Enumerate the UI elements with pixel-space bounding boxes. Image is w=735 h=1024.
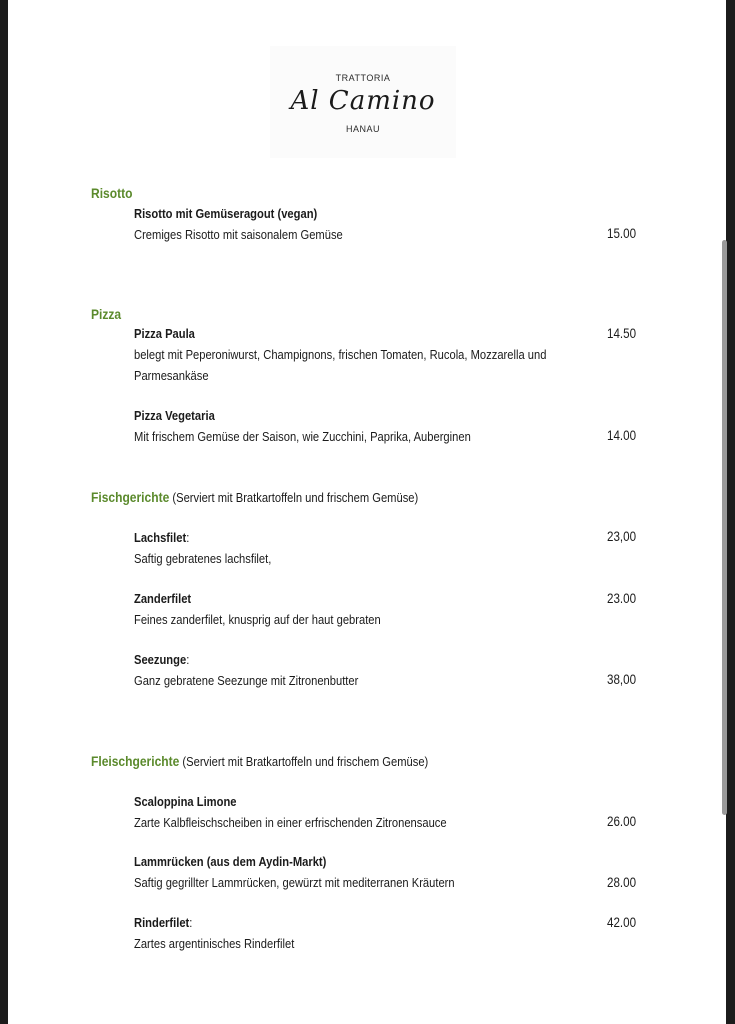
item-name: Pizza Paula bbox=[134, 326, 195, 341]
logo-bottom-line: HANAU bbox=[345, 124, 380, 134]
item-name: Zanderfilet bbox=[134, 591, 192, 606]
section-title-fisch: Fischgerichte bbox=[91, 489, 170, 505]
item-description-continued: Parmesankäse bbox=[134, 368, 209, 383]
section-title-risotto: Risotto bbox=[91, 185, 133, 201]
item-name: Rinderfilet bbox=[134, 915, 190, 930]
item-description: Zartes argentinisches Rinderfilet bbox=[134, 936, 295, 951]
item-name-suffix: : bbox=[186, 530, 190, 545]
item-price: 26.00 bbox=[607, 814, 637, 829]
item-name: Pizza Vegetaria bbox=[134, 408, 215, 423]
item-description: Ganz gebratene Seezunge mit Zitronenbutter bbox=[134, 673, 359, 688]
item-name: Risotto mit Gemüseragout (vegan) bbox=[134, 206, 318, 221]
item-name: Seezunge bbox=[134, 652, 187, 667]
item-price: 14.00 bbox=[607, 428, 637, 443]
item-name-suffix: : bbox=[186, 652, 190, 667]
item-description: Mit frischem Gemüse der Saison, wie Zucchini, Paprika, Auberginen bbox=[134, 429, 471, 444]
item-name-row bbox=[134, 530, 189, 545]
item-name-suffix: : bbox=[189, 915, 193, 930]
item-description: Cremiges Risotto mit saisonalem Gemüse bbox=[134, 227, 343, 242]
section-header-fisch bbox=[91, 489, 418, 505]
vertical-scrollbar[interactable] bbox=[722, 240, 727, 815]
item-price: 23.00 bbox=[607, 591, 637, 606]
section-title-pizza: Pizza bbox=[91, 306, 122, 322]
item-price: 14.50 bbox=[607, 326, 637, 341]
item-description: Zarte Kalbfleischscheiben in einer erfrischenden Zitronensauce bbox=[134, 815, 447, 830]
item-description: Feines zanderfilet, knusprig auf der haut gebraten bbox=[134, 612, 381, 627]
item-price: 42.00 bbox=[607, 915, 637, 930]
logo-top-line: TRATTORIA bbox=[335, 73, 391, 83]
item-price: 28.00 bbox=[607, 875, 637, 890]
logo-name: Al Camino bbox=[290, 86, 436, 116]
restaurant-logo bbox=[270, 46, 456, 158]
section-header-fleisch bbox=[91, 753, 428, 769]
item-description: belegt mit Peperoniwurst, Champignons, frischen Tomaten, Rucola, Mozzarella und bbox=[134, 347, 547, 362]
section-title-fleisch: Fleischgerichte bbox=[91, 753, 180, 769]
item-name-row bbox=[134, 915, 192, 930]
item-name: Lammrücken (aus dem Aydin-Markt) bbox=[134, 854, 327, 869]
item-price: 15.00 bbox=[607, 226, 637, 241]
item-name-row bbox=[134, 652, 189, 667]
item-name: Lachsfilet bbox=[134, 530, 187, 545]
item-description: Saftig gegrillter Lammrücken, gewürzt mit mediterranen Kräutern bbox=[134, 875, 455, 890]
section-note: (Serviert mit Bratkartoffeln und frischem Gemüse) bbox=[179, 754, 429, 769]
section-note: (Serviert mit Bratkartoffeln und frischem Gemüse) bbox=[169, 490, 419, 505]
item-price: 23,00 bbox=[607, 529, 637, 544]
item-price: 38,00 bbox=[607, 672, 637, 687]
item-name: Scaloppina Limone bbox=[134, 794, 237, 809]
item-description: Saftig gebratenes lachsfilet, bbox=[134, 551, 272, 566]
